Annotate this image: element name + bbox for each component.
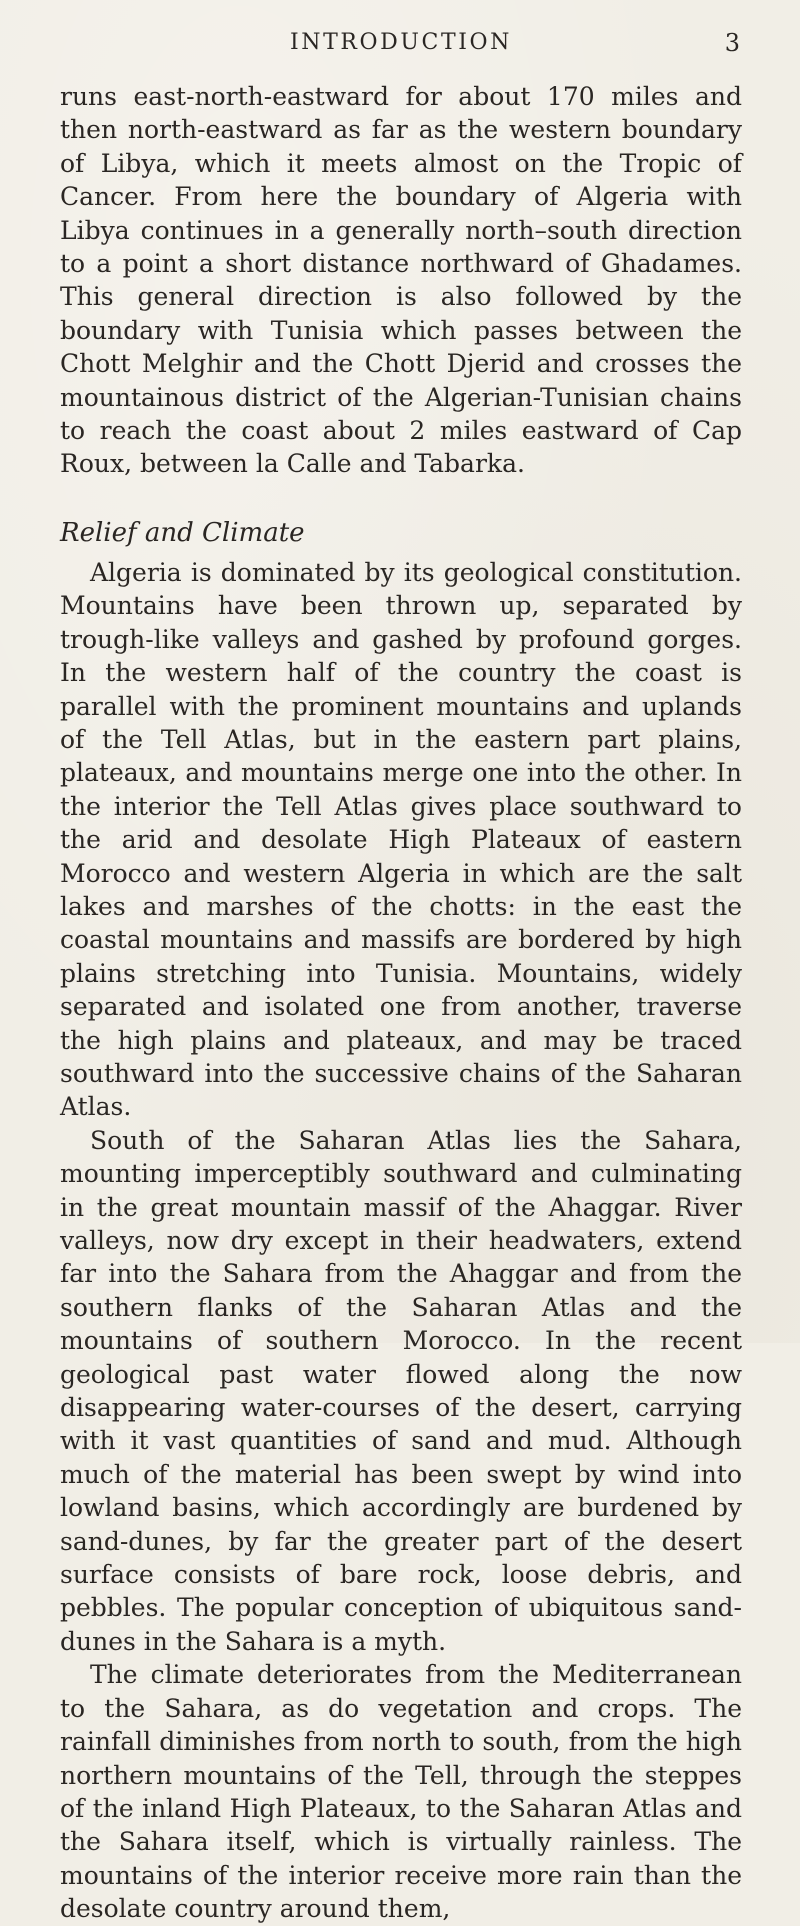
paragraph-relief-2: South of the Saharan Atlas lies the Sahara, mounting imperceptibly southward and culminating in the great mountain massif of the Ahaggar. River valleys, now dry except in their headwaters, extend far into the Sahara from the Ahaggar and from the southern flanks of the Saharan Atlas and the mountains of southern Morocco. In the recent geological past water flowed along the now disappearing water-courses of the desert, carrying with it vast quantities of sand and mud. Although much of the material has been swept by wind into lowland basins, which accordingly are burdened by sand-dunes, by far the greater part of the desert surface consists of bare rock, loose debris, and pebbles. The popular conception of ubiquitous sand-dunes in the Sahara is a myth.	[60, 1125, 742, 1656]
paragraph-relief-1: Algeria is dominated by its geological constitution. Mountains have been thrown up, separated by trough-like valleys and gashed by profound gorges. In the western half of the country the coast is parallel with the prominent mountains and uplands of the Tell Atlas, but in the eastern part plains, plateaux, and mountains merge one into the other. In the interior the Tell Atlas gives place southward to the arid and desolate High Plateaux of eastern Morocco and western Algeria in which are the salt lakes and marshes of the chotts: in the east the coastal mountains and massifs are bordered by high plains stretching into Tunisia. Mountains, widely separated and isolated one from another, traverse the high plains and plateaux, and may be traced southward into the successive chains of the Saharan Atlas.	[60, 557, 742, 1122]
section-heading: Relief and Climate	[60, 517, 305, 548]
paragraph-opening: runs east-north-eastward for about 170 miles and then north-eastward as far as the western boundary of Libya, which it meets almost on the Tropic of Cancer. From here the boundary of Algeria with Libya continues in a generally north–south direction to a point a short distance northward of Ghadames. This general direction is also followed by the boundary with Tunisia which passes between the Chott Melghir and the Chott Djerid and crosses the mountainous district of the Algerian-Tunisian chains to reach the coast about 2 miles eastward of Cap Roux, between la Calle and Tabarka.	[60, 82, 742, 479]
page-body	[60, 80, 742, 1926]
paragraph-climate-1: The climate deteriorates from the Mediterranean to the Sahara, as do vegetation and crops. The rainfall diminishes from north to south, from the high northern mountains of the Tell, through the steppes of the inland High Plateaux, to the Saharan Atlas and the Sahara itself, which is virtually rainless. The mountains of the interior receive more rain than the desolate country around them,	[60, 1660, 742, 1924]
running-head	[60, 18, 742, 58]
page-number: 3	[724, 29, 740, 57]
running-title: INTRODUCTION	[289, 30, 513, 55]
